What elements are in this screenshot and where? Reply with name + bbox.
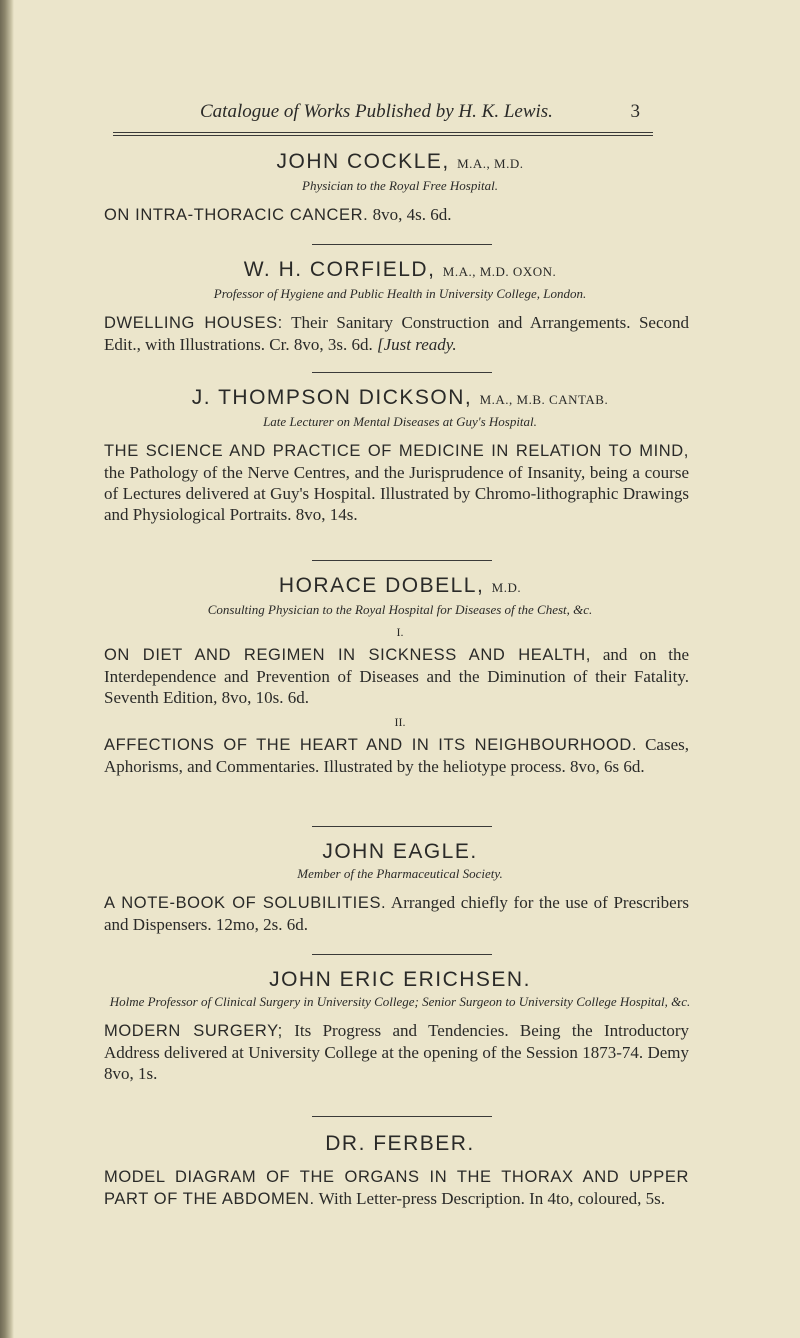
running-head-title: Catalogue of Works Published by H. K. Lewis. (200, 101, 553, 122)
separator-rule (312, 560, 492, 561)
work-details: and on the Interdependence and Prevention of Diseases and the Diminution of their Fatality. Seventh Edition, 8vo, 10s. 6d. (104, 645, 690, 707)
work-title: MODEL DIAGRAM OF THE ORGANS IN THE THORAX AND UPPER PART OF THE ABDOMEN. (104, 1168, 689, 1208)
work-title: A NOTE-BOOK OF SOLUBILITIES. (104, 894, 387, 912)
author-name: HORACE DOBELL, M.D. (278, 574, 522, 597)
author-name: JOHN ERIC ERICHSEN. (269, 968, 531, 991)
entry-dobell (0, 574, 800, 777)
author-affiliation: Professor of Hygiene and Public Health in University College, London. (213, 286, 587, 301)
author-affiliation: Holme Professor of Clinical Surgery in University College; Senior Surgeon to University College Hospital, &c. (109, 994, 691, 1009)
page-number: 3 (630, 101, 640, 122)
running-head (200, 101, 640, 123)
work-details: the Pathology of the Nerve Centres, and the Jurisprudence of Insanity, being a course of Lectures delivered at Guy's Hospital. Illustrated by Chromo-lithographic Drawings and Physiological Portraits. 8vo, 14s. (104, 463, 689, 524)
work-listing (0, 1020, 689, 1084)
separator-rule (312, 244, 492, 245)
entry-eagle (0, 840, 800, 935)
author-affiliation: Physician to the Royal Free Hospital. (302, 178, 498, 193)
work-details: 8vo, 4s. 6d. (372, 205, 452, 224)
entry-corfield (0, 258, 800, 355)
entry-erichsen (0, 968, 800, 1084)
work-numeral: I. (396, 625, 404, 639)
separator-rule (312, 372, 492, 373)
work-listing (0, 312, 689, 355)
work-listing (0, 644, 689, 708)
entry-dickson (0, 386, 800, 525)
work-listing (0, 440, 689, 525)
work-details: Their Sanitary Construction and Arrangements. Second Edit., with Illustrations. Cr. 8vo, 3s. 6d. (104, 313, 689, 354)
work-details: Cases, Aphorisms, and Commentaries. Illustrated by the heliotype process. 8vo, 6s 6d. (104, 735, 690, 776)
author-name: W. H. CORFIELD, M.A., M.D. OXON. (243, 258, 557, 281)
work-listing (0, 204, 689, 226)
work-title: DWELLING HOUSES: (104, 314, 283, 332)
entry-cockle (0, 150, 800, 226)
work-title: ON DIET AND REGIMEN IN SICKNESS AND HEALTH, (104, 646, 591, 664)
author-name: DR. FERBER. (325, 1132, 475, 1155)
author-affiliation: Consulting Physician to the Royal Hospital for Diseases of the Chest, &c. (207, 602, 593, 617)
work-note: [Just ready. (376, 335, 457, 354)
work-listing (0, 1166, 689, 1210)
work-details: Its Progress and Tendencies. Being the Introductory Address delivered at University College at the opening of the Session 1873-74. Demy 8vo, 1s. (104, 1021, 689, 1083)
work-title: MODERN SURGERY; (104, 1022, 283, 1040)
author-affiliation: Member of the Pharmaceutical Society. (297, 866, 503, 881)
work-numeral: II. (394, 715, 406, 729)
work-listing (0, 734, 689, 777)
work-details: With Letter-press Description. In 4to, coloured, 5s. (318, 1189, 666, 1208)
work-details: Arranged chiefly for the use of Prescribers and Dispensers. 12mo, 2s. 6d. (104, 893, 689, 934)
separator-rule (312, 954, 492, 955)
work-listing (0, 892, 689, 935)
separator-rule (312, 826, 492, 827)
author-name: J. THOMPSON DICKSON, M.A., M.B. CANTAB. (191, 386, 609, 409)
work-title: ON INTRA-THORACIC CANCER. (104, 206, 369, 224)
work-title: THE SCIENCE AND PRACTICE OF MEDICINE IN RELATION TO MIND, (104, 442, 689, 460)
author-name: JOHN EAGLE. (322, 840, 478, 863)
header-double-rule (113, 132, 653, 136)
author-name: JOHN COCKLE, M.A., M.D. (276, 150, 524, 173)
entry-ferber (0, 1132, 800, 1210)
separator-rule (312, 1116, 492, 1117)
work-title: AFFECTIONS OF THE HEART AND IN ITS NEIGHBOURHOOD. (104, 736, 638, 754)
author-affiliation: Late Lecturer on Mental Diseases at Guy's Hospital. (263, 414, 537, 429)
